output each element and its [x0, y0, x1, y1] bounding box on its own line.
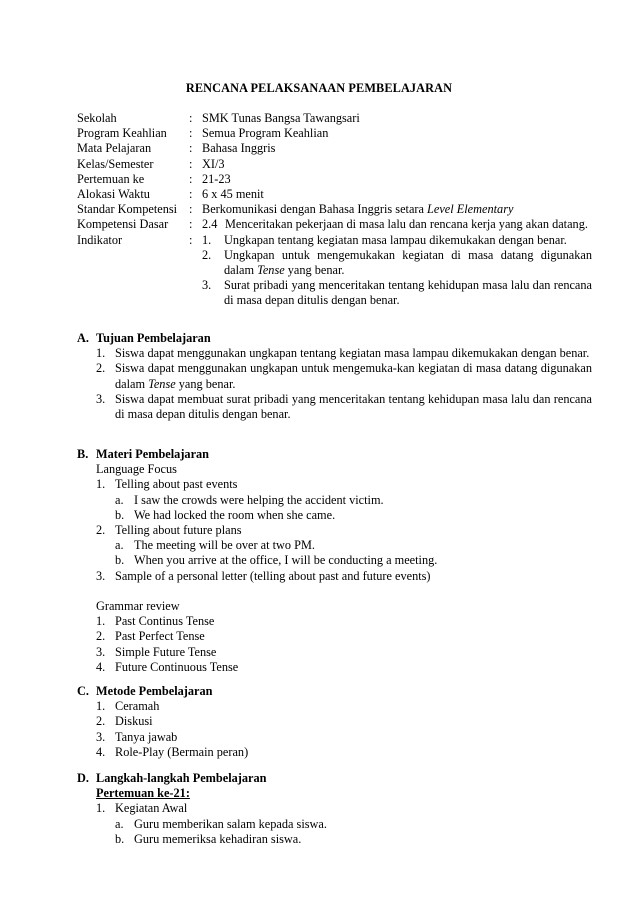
sub-list-text: Guru memeriksa kehadiran siswa. [134, 831, 302, 846]
indikator-text-pre: Ungkapan untuk mengemukakan kegiatan di masa datang digunakan dalam [224, 247, 592, 278]
info-value: 6 x 45 menit [202, 187, 264, 202]
list-number: 2. [96, 523, 106, 538]
info-value: SMK Tunas Bangsa Tawangsari [202, 111, 360, 125]
list-item [96, 523, 592, 538]
section-tujuan [77, 331, 592, 422]
list-text: Past Perfect Tense [115, 629, 205, 644]
list-text: Tanya jawab [115, 729, 178, 744]
list-text [115, 361, 592, 391]
list-text: Siswa dapat menggunakan ungkapan tentang kegiatan masa lampau dikemukakan dengan benar. [115, 346, 590, 361]
indikator-italic: Tense [257, 263, 285, 278]
indikator-text: Ungkapan tentang kegiatan masa lampau dikemukakan dengan benar. [224, 232, 567, 247]
info-colon: : [189, 171, 193, 186]
section-title: Materi Pembelajaran [96, 447, 210, 461]
info-row-indikator [77, 233, 592, 309]
section-body [77, 786, 592, 847]
section-body [77, 699, 592, 760]
list-number: 4. [96, 744, 106, 759]
list-number: 2. [96, 629, 106, 644]
sk-text: Berkomunikasi dengan Bahasa Inggris setara [202, 202, 428, 217]
list-item [96, 645, 592, 660]
list-text: Past Continus Tense [115, 614, 215, 629]
list-number: 3. [96, 729, 106, 744]
list-item [96, 699, 592, 714]
list-text: Role-Play (Bermain peran) [115, 744, 249, 759]
sub-list [96, 538, 592, 568]
info-label: Kompetensi Dasar [77, 217, 169, 232]
list-number: 2. [96, 714, 106, 729]
sub-list [96, 817, 592, 847]
sub-list-text: Guru memberikan salam kepada siswa. [134, 816, 327, 831]
section-letter: D. [77, 771, 89, 785]
list-item [96, 745, 592, 760]
info-label: Alokasi Waktu [77, 187, 150, 202]
list-item [96, 361, 592, 391]
sub-list-text: I saw the crowds were helping the accident victim. [134, 492, 384, 507]
info-block [77, 111, 592, 309]
list-text: Simple Future Tense [115, 644, 217, 659]
kd-text: Menceritakan pekerjaan di masa lalu dan rencana kerja yang akan datang. [225, 217, 588, 232]
sub-list-item [115, 508, 592, 523]
info-label: Sekolah [77, 111, 117, 125]
info-colon: : [189, 232, 193, 247]
sub-list [96, 493, 592, 523]
list-number: 1. [96, 614, 106, 629]
section-heading [77, 684, 592, 699]
info-row-alokasi [77, 187, 592, 202]
list-italic: Tense [148, 376, 176, 391]
list-item [96, 660, 592, 675]
info-colon: : [189, 126, 193, 141]
list-item [96, 346, 592, 361]
sub-list-item [115, 493, 592, 508]
sub-list-text: We had locked the room when she came. [134, 507, 336, 522]
info-value [202, 202, 592, 217]
info-value: XI/3 [202, 156, 225, 171]
info-value: 21-23 [202, 171, 231, 186]
list-text-post: yang benar. [175, 376, 236, 391]
sub-list-letter: b. [115, 831, 125, 846]
list-number: 3. [96, 644, 106, 659]
list-number: 3. [96, 568, 106, 583]
section-metode [77, 684, 592, 760]
indikator-number: 2. [202, 247, 212, 262]
list-text: Future Continuous Tense [115, 659, 239, 674]
list-item [96, 629, 592, 644]
kd-number: 2.4 [202, 217, 218, 232]
info-value [202, 233, 592, 309]
grammar-review-label: Grammar review [96, 599, 180, 614]
info-row-pertemuan [77, 172, 592, 187]
sub-list-item [115, 817, 592, 832]
list-number: 3. [96, 391, 106, 406]
list-item [96, 730, 592, 745]
info-value [202, 217, 592, 232]
sub-list-item [115, 538, 592, 553]
info-label: Indikator [77, 232, 123, 247]
sub-list-letter: b. [115, 553, 125, 568]
language-focus-label: Language Focus [96, 462, 177, 477]
info-label: Program Keahlian [77, 126, 167, 141]
info-colon: : [189, 111, 193, 125]
info-row-kelas [77, 157, 592, 172]
list-text: Siswa dapat membuat surat pribadi yang menceritakan tentang kehidupan masa lalu dan rencana di masa depan ditulis dengan benar. [115, 391, 592, 422]
info-label: Pertemuan ke [77, 171, 145, 186]
section-body [77, 346, 592, 422]
section-body [77, 462, 592, 675]
indikator-text: Surat pribadi yang menceritakan tentang kehidupan masa lalu dan rencana di masa depan ditulis dengan benar. [224, 278, 592, 308]
info-colon: : [189, 202, 193, 217]
info-label: Mata Pelajaran [77, 141, 152, 156]
list-item [96, 392, 592, 422]
section-letter: B. [77, 447, 89, 461]
sub-list-text: The meeting will be over at two PM. [134, 538, 316, 553]
list-item [96, 569, 592, 584]
sub-list-text: When you arrive at the office, I will be conducting a meeting. [134, 553, 438, 568]
info-colon: : [189, 217, 193, 232]
sub-list-letter: b. [115, 507, 125, 522]
indikator-item [202, 248, 592, 278]
sub-list-letter: a. [115, 816, 124, 831]
section-letter: C. [77, 684, 89, 698]
section-letter: A. [77, 331, 89, 345]
info-label: Standar Kompetensi [77, 202, 178, 217]
info-row-standar-kompetensi [77, 202, 592, 217]
meeting-subheading: Pertemuan ke-21: [96, 786, 190, 801]
list-item [96, 714, 592, 729]
info-colon: : [189, 187, 193, 202]
list-text: Ceramah [115, 699, 160, 714]
section-heading [77, 447, 592, 462]
indikator-item [202, 233, 592, 248]
section-langkah [77, 771, 592, 847]
section-heading [77, 331, 592, 346]
list-text: Diskusi [115, 714, 153, 729]
list-number: 4. [96, 659, 106, 674]
info-row-mapel [77, 141, 592, 156]
indikator-text-post: yang benar. [284, 263, 345, 278]
sub-list-item [115, 553, 592, 568]
sub-list-letter: a. [115, 538, 124, 553]
info-colon: : [189, 141, 193, 156]
info-row-sekolah [77, 111, 592, 126]
section-title: Tujuan Pembelajaran [96, 331, 211, 345]
sub-list-letter: a. [115, 492, 124, 507]
section-materi [77, 447, 592, 675]
indikator-number: 3. [202, 278, 212, 293]
list-text: Kegiatan Awal [115, 801, 188, 816]
document-title: RENCANA PELAKSANAAN PEMBELAJARAN [185, 81, 453, 95]
info-colon: : [189, 156, 193, 171]
list-number: 1. [96, 346, 106, 361]
section-title: Langkah-langkah Pembelajaran [96, 771, 267, 785]
list-item [96, 801, 592, 816]
section-title: Metode Pembelajaran [96, 684, 213, 698]
list-text-pre: Siswa dapat menggunakan ungkapan untuk mengemuka-kan kegiatan di masa datang digunakan dalam [115, 361, 592, 391]
section-heading [77, 771, 592, 786]
sk-italic-text: Level Elementary [427, 202, 514, 217]
indikator-text [224, 248, 592, 278]
list-number: 1. [96, 699, 106, 714]
list-item [96, 477, 592, 492]
indikator-item [202, 278, 592, 308]
info-value: Semua Program Keahlian [202, 126, 329, 141]
list-number: 1. [96, 801, 106, 816]
info-row-kompetensi-dasar [77, 217, 592, 232]
sub-list-item [115, 832, 592, 847]
spacer [96, 584, 592, 599]
info-row-program [77, 126, 592, 141]
list-item [96, 614, 592, 629]
indikator-number: 1. [202, 232, 212, 247]
list-number: 1. [96, 477, 106, 492]
info-label: Kelas/Semester [77, 156, 154, 171]
info-value: Bahasa Inggris [202, 141, 276, 156]
list-number: 2. [96, 361, 106, 376]
list-text: Telling about past events [115, 477, 238, 492]
list-text: Telling about future plans [115, 523, 242, 538]
list-text: Sample of a personal letter (telling about past and future events) [115, 568, 431, 583]
